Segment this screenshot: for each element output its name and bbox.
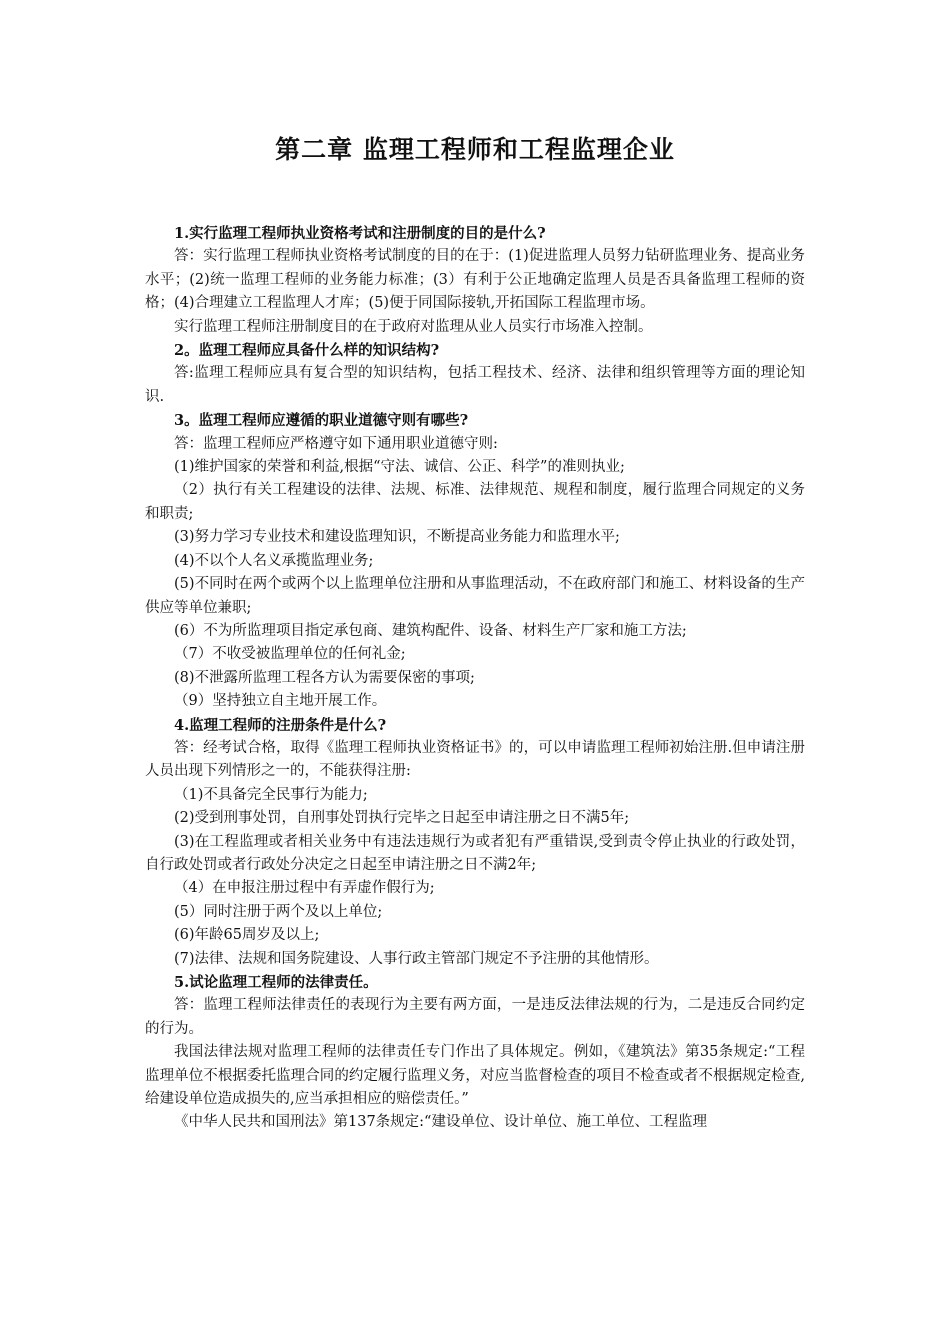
paragraph: (6）不为所监理项目指定承包商、建筑构配件、设备、材料生产厂家和施工方法; <box>174 622 687 639</box>
paragraph: （2）执行有关工程建设的法律、法规、标准、法律规范、规程和制度，履行监理合同规定的义务和职责; <box>145 482 805 522</box>
paragraph: (5）同时注册于两个及以上单位; <box>174 903 383 920</box>
paragraph: (1)维护国家的荣誉和利益,根据“守法、诚信、公正、科学”的准则执业; <box>174 459 625 476</box>
paragraph: (5)不同时在两个或两个以上监理单位注册和从事监理活动，不在政府部门和施工、材料设备的生产供应等单位兼职; <box>145 576 805 616</box>
paragraph: (2)受到刑事处罚，自刑事处罚执行完毕之日起至申请注册之日不满5年; <box>174 810 630 827</box>
paragraph: 答：监理工程师法律责任的表现行为主要有两方面，一是违反法律法规的行为，二是违反合同约定的行为。 <box>145 997 805 1037</box>
question-heading: 1.实行监理工程师执业资格考试和注册制度的目的是什么? <box>174 225 546 242</box>
paragraph: (4)不以个人名义承揽监理业务; <box>174 552 374 569</box>
paragraph: 答:监理工程师应具有复合型的知识结构，包括工程技术、经济、法律和组织管理等方面的理论知识. <box>145 365 805 405</box>
paragraph: 实行监理工程师注册制度目的在于政府对监理从业人员实行市场准入控制。 <box>174 318 653 335</box>
question-heading: 5.试论监理工程师的法律责任。 <box>174 974 378 991</box>
paragraph: （9）坚持独立自主地开展工作。 <box>174 693 387 710</box>
paragraph: (8)不泄露所监理工程各方认为需要保密的事项; <box>174 669 475 686</box>
paragraph: (7)法律、法规和国务院建设、人事行政主管部门规定不予注册的其他情形。 <box>174 950 659 967</box>
paragraph: (3)努力学习专业技术和建设监理知识，不断提高业务能力和监理水平; <box>174 529 620 546</box>
paragraph: 答：实行监理工程师执业资格考试制度的目的在于：(1)促进监理人员努力钻研监理业务、提高业务水平；(2)统一监理工程师的业务能力标准；(3）有利于公正地确定监理人员是否具备监理工程师的资格；(4)合理建立工程监理人才库；(5)便于同国际接轨,开拓国际工程监理市场。 <box>145 248 805 312</box>
paragraph: 答：经考试合格，取得《监理工程师执业资格证书》的，可以申请监理工程师初始注册.但申请注册人员出现下列情形之一的，不能获得注册: <box>145 739 805 780</box>
paragraph: （1)不具备完全民事行为能力; <box>174 786 368 803</box>
question-heading: 2。监理工程师应具备什么样的知识结构? <box>174 342 440 360</box>
paragraph: 《中华人民共和国刑法》第137条规定:“建设单位、设计单位、施工单位、工程监理 <box>174 1114 707 1131</box>
paragraph: (6)年龄65周岁及以上; <box>174 927 320 944</box>
document-body <box>145 222 950 1135</box>
chapter-title: 第二章 监理工程师和工程监理企业 <box>275 135 675 164</box>
paragraph: (3)在工程监理或者相关业务中有违法违规行为或者犯有严重错误,受到责令停止执业的行政处罚，自行政处罚或者行政处分决定之日起至申请注册之日不满2年; <box>145 833 805 873</box>
question-heading: 3。监理工程师应遵循的职业道德守则有哪些? <box>174 412 469 430</box>
paragraph: （4）在申报注册过程中有弄虚作假行为; <box>174 880 435 897</box>
paragraph: 我国法律法规对监理工程师的法律责任专门作出了具体规定。例如，《建筑法》第35条规定:“工程监理单位不根据委托监理合同的约定履行监理义务，对应当监督检查的项目不检查或者不根据规定检查,给建设单位造成损失的,应当承担相应的赔偿责任。” <box>145 1044 805 1108</box>
paragraph: （7）不收受被监理单位的任何礼金; <box>174 646 406 663</box>
question-heading: 4.监理工程师的注册条件是什么? <box>174 716 387 734</box>
paragraph: 答：监理工程师应严格遵守如下通用职业道德守则: <box>174 435 498 452</box>
